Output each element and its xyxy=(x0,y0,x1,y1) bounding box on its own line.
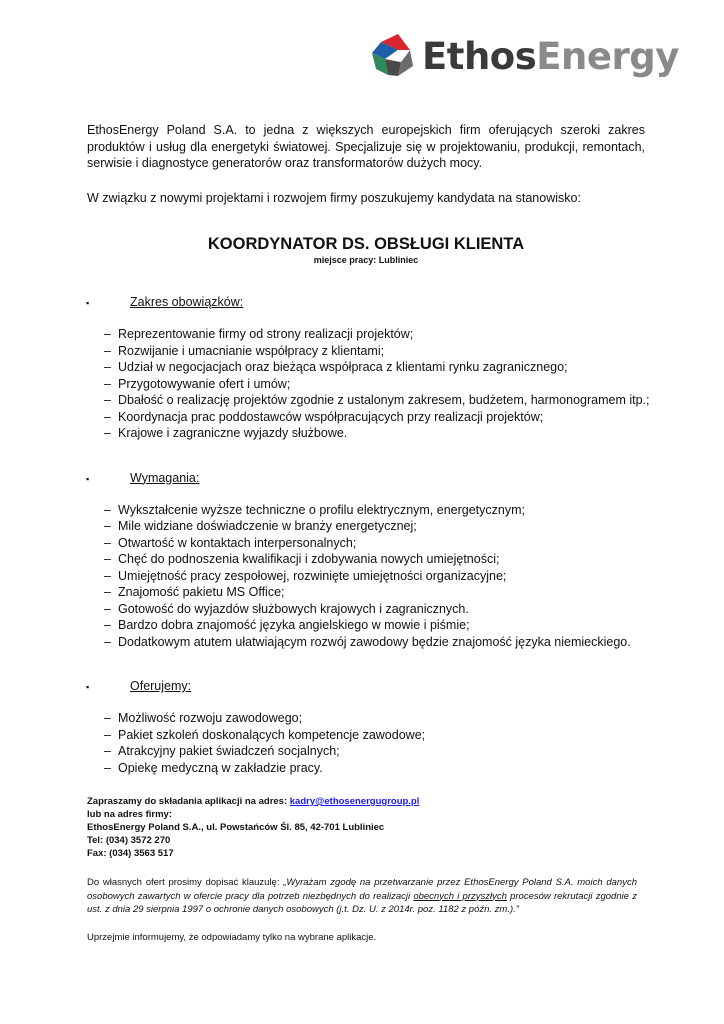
list-item: – Wykształcenie wyższe techniczne o profilu elektrycznym, energetycznym; xyxy=(104,502,525,517)
section-requirements-heading: ▪ Wymagania: xyxy=(87,470,645,488)
lead-text: W związku z nowymi projektami i rozwojem firmy poszukujemy kandydata na stanowisko: xyxy=(87,190,581,205)
list-item: – Dodatkowym atutem ułatwiającym rozwój zawodowy będzie znajomość języka niemieckiego. xyxy=(104,634,631,649)
footer-note: Uprzejmie informujemy, że odpowiadamy tylko na wybrane aplikacje. xyxy=(87,932,377,943)
phone-number: Tel: (034) 3572 270 xyxy=(87,835,171,846)
company-intro: EthosEnergy Poland S.A. to jedna z większych europejskich firm oferujących szeroki zakres produktów i usług dla energetyki światowej. Specjalizuje się w projektowaniu, produkcji, remontach, serwisie i diagnostyce generatorów oraz transformatorów dużych mocy. xyxy=(87,123,645,170)
list-item: – Znajomość pakietu MS Office; xyxy=(104,585,285,599)
list-item: – Opiekę medyczną w zakładzie pracy. xyxy=(104,760,323,775)
square-bullet-icon: ▪ xyxy=(86,298,90,308)
work-location: miejsce pracy: Lubliniec xyxy=(313,255,419,265)
company-address: EthosEnergy Poland S.A., ul. Powstańców Śl. 85, 42-701 Lubliniec xyxy=(87,822,385,833)
job-posting-body xyxy=(86,122,650,776)
contact-block xyxy=(87,795,645,860)
square-bullet-icon: ▪ xyxy=(86,473,90,484)
section-offer-heading: ▪ Oferujemy: xyxy=(87,678,645,696)
list-item: – Krajowe i zagraniczne wyjazdy służbowe. xyxy=(104,426,348,440)
gdpr-clause: Do własnych ofert prosimy dopisać klauzulę: „Wyrażam zgodę na przetwarzanie przez EthosEnergy Poland S.A. moich danych osobowych zawartych w ofercie pracy dla potrzeb niezbędnych do realizacji obecnych i przyszłych procesów rekrutacji zgodnie z ust. z dnia 29 sierpnia 1997 o ochronie danych osobowych (j.t. Dz. U. z 2014r. poz. 1182 z późn. zm.).” xyxy=(87,877,637,915)
list-item: – Otwartość w kontaktach interpersonalnych; xyxy=(104,535,357,550)
or-address-line: lub na adres firmy: xyxy=(87,809,172,820)
list-item: – Rozwijanie i umacnianie współpracy z klientami; xyxy=(104,343,385,358)
logo-text-energy: Energy xyxy=(536,34,679,78)
list-item: – Bardzo dobra znajomość języka angielskiego w mowie i piśmie; xyxy=(104,618,470,632)
logo-text-ethos: Ethos xyxy=(422,34,537,78)
list-item: – Przygotowywanie ofert i umów; xyxy=(104,376,291,391)
logo-wordmark xyxy=(422,34,679,78)
list-item: – Umiejętność pracy zespołowej, rozwinięte umiejętności organizacyjne; xyxy=(104,568,507,583)
consent-quote: „Wyrażam zgodę na przetwarzanie przez EthosEnergy Poland S.A. moich danych osobowych zawartych w ofercie pracy dla potrzeb niezbędnych do realizacji obecnych i przyszłych procesów rekrutacji zgodnie z ust. z dnia 29 sierpnia 1997 o ochronie danych osobowych (j.t. Dz. U. z 2014r. poz. 1182 z późn. zm.).” xyxy=(87,877,637,915)
list-item: – Reprezentowanie firmy od strony realizacji projektów; xyxy=(104,327,414,341)
ethos-logo-mark-icon xyxy=(368,32,416,80)
company-logo xyxy=(368,30,678,82)
list-item: – Atrakcyjny pakiet świadczeń socjalnych; xyxy=(104,744,340,758)
list-item: – Koordynacja prac poddostawców współpracujących przy realizacji projektów; xyxy=(104,409,544,424)
list-item: – Gotowość do wyjazdów służbowych krajowych i zagranicznych. xyxy=(104,601,469,616)
duties-list xyxy=(87,326,650,442)
section-label: Zakres obowiązków xyxy=(130,295,240,309)
list-item: – Udział w negocjacjach oraz bieżąca współpraca z klientami rynku zagranicznego; xyxy=(104,360,568,374)
requirements-list xyxy=(87,502,645,651)
square-bullet-icon: ▪ xyxy=(86,682,90,692)
email-link[interactable]: kadry@ethosenergugroup.pl xyxy=(289,796,420,807)
list-item: – Dbałość o realizację projektów zgodnie z ustalonym zakresem, budżetem, harmonogramem itp.; xyxy=(104,393,650,407)
job-title: KOORDYNATOR DS. OBSŁUGI KLIENTA xyxy=(207,235,525,253)
list-item: – Pakiet szkoleń doskonalących kompetencje zawodowe; xyxy=(104,727,426,742)
section-label: Oferujemy xyxy=(130,679,188,693)
list-item: – Chęć do podnoszenia kwalifikacji i zdobywania nowych umiejętności; xyxy=(104,552,500,566)
offer-list xyxy=(87,710,645,776)
list-item: – Mile widziane doświadczenie w branży energetycznej; xyxy=(104,519,417,533)
section-label: Wymagania xyxy=(130,470,196,485)
list-item: – Możliwość rozwoju zawodowego; xyxy=(104,711,303,725)
section-duties-heading: ▪ Zakres obowiązków: xyxy=(87,294,645,312)
apply-line: Zapraszamy do składania aplikacji na adres: kadry@ethosenergugroup.pl xyxy=(87,796,420,807)
fax-number: Fax: (034) 3563 517 xyxy=(87,848,174,859)
